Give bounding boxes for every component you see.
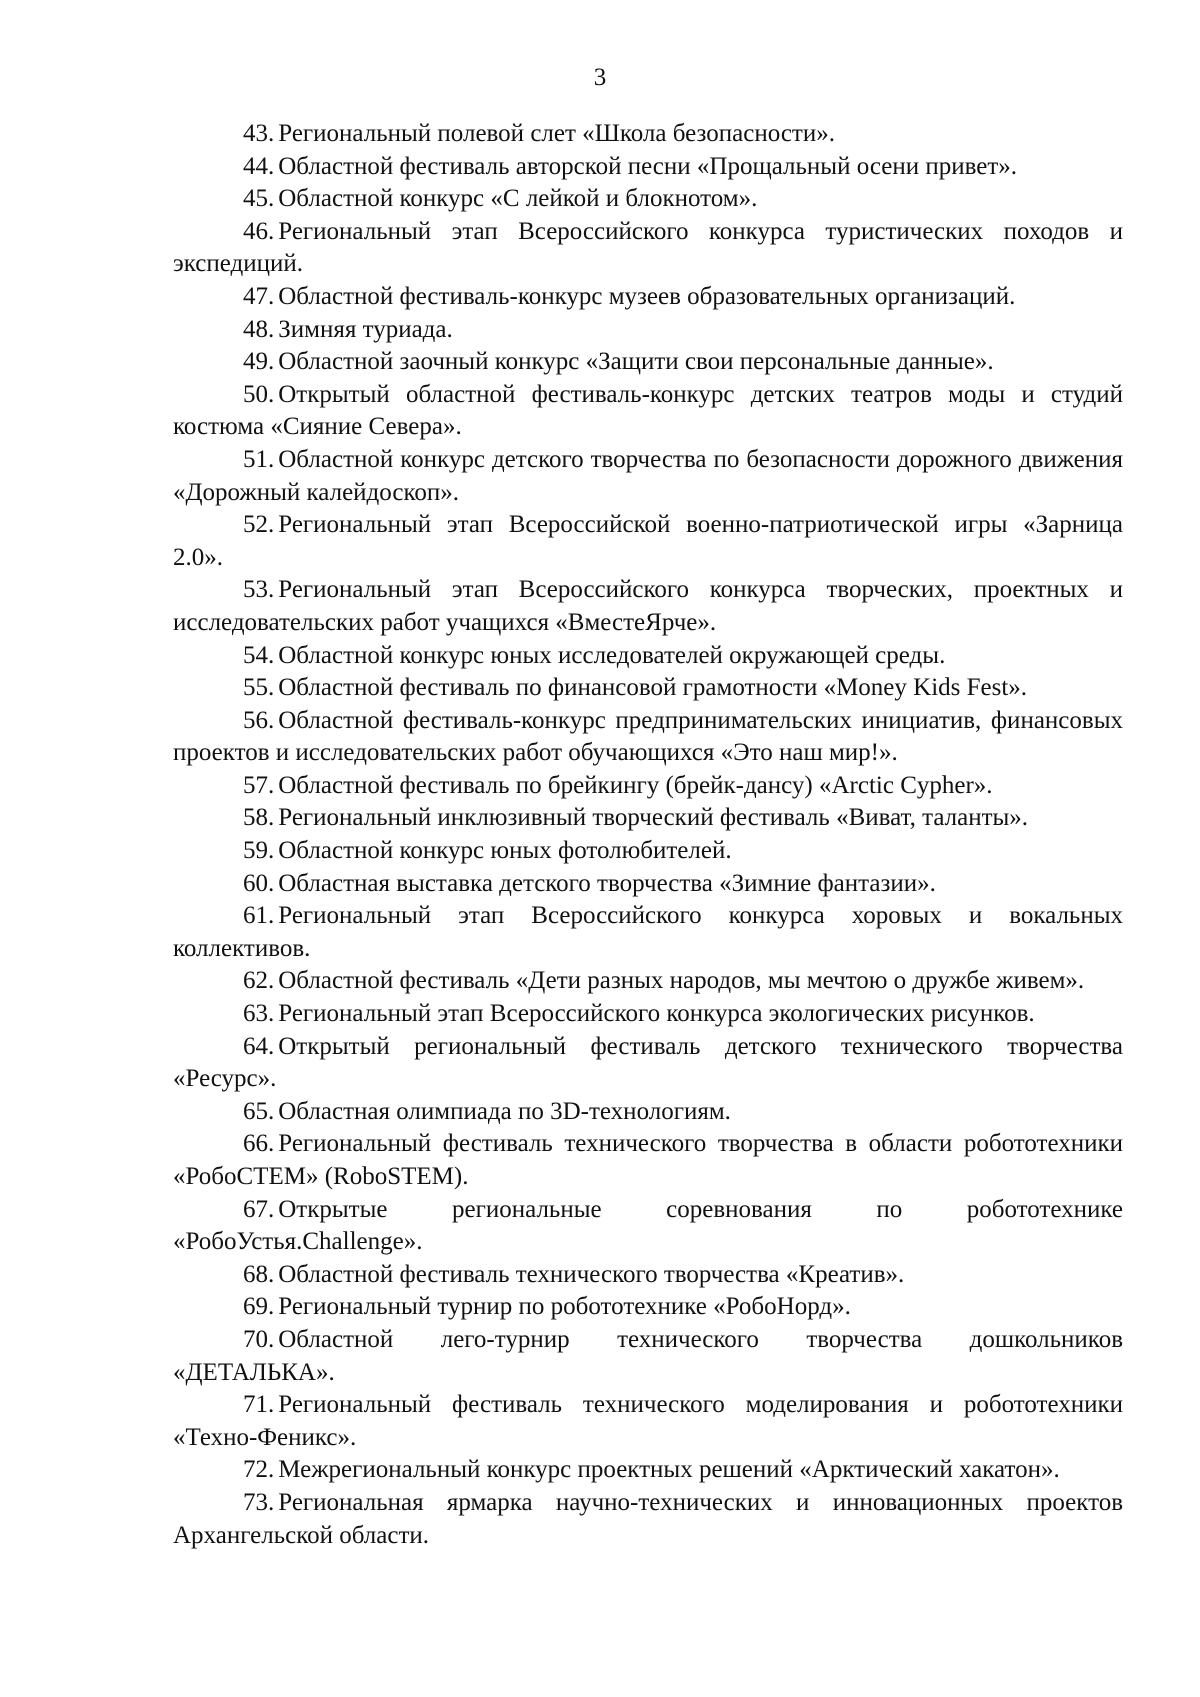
list-item xyxy=(173,1291,1123,1324)
item-text: Открытый областной фестиваль-конкурс детских театров моды и студий костюма «Сияние Севера». xyxy=(173,380,1123,441)
item-number: 64. xyxy=(243,1032,275,1060)
item-text: Областной фестиваль-конкурс предпринимательских инициатив, финансовых проектов и исследовательских работ обучающихся «Это наш мир!». xyxy=(173,706,1123,767)
item-text: Областной лего-турнир технического творчества дошкольников «ДЕТАЛЬКА». xyxy=(173,1325,1123,1386)
item-number: 51. xyxy=(243,445,275,473)
list-item xyxy=(173,216,1123,281)
item-text: Областной фестиваль-конкурс музеев образовательных организаций. xyxy=(278,282,1016,310)
item-number: 43. xyxy=(243,120,275,147)
item-number: 70. xyxy=(243,1325,275,1353)
list-item xyxy=(173,118,1123,151)
list-item xyxy=(173,1389,1123,1454)
item-text: Областной конкурс юных исследователей окружающей среды. xyxy=(278,641,946,669)
item-text: Областной фестиваль «Дети разных народов, мы мечтою о дружбе живем». xyxy=(278,967,1085,995)
item-text: Областной конкурс юных фотолюбителей. xyxy=(278,837,732,865)
list-item xyxy=(173,900,1123,965)
item-number: 72. xyxy=(243,1456,275,1484)
item-text: Областной фестиваль авторской песни «Прощальный осени привет». xyxy=(278,152,1018,180)
item-text: Региональный этап Всероссийского конкурса туристических походов и экспедиций. xyxy=(173,217,1123,278)
list-item xyxy=(173,868,1123,901)
item-number: 50. xyxy=(243,380,275,408)
item-text: Региональный этап Всероссийской военно-патриотической игры «Зарница 2.0». xyxy=(173,511,1123,571)
list-item xyxy=(173,1324,1123,1389)
item-number: 46. xyxy=(243,217,275,245)
item-number: 48. xyxy=(243,315,275,343)
item-number: 49. xyxy=(243,348,275,376)
list-item xyxy=(173,574,1123,639)
item-number: 61. xyxy=(243,902,275,930)
item-text: Открытый региональный фестиваль детского технического творчества «Ресурс». xyxy=(173,1032,1123,1093)
list-item xyxy=(173,1031,1123,1096)
item-text: Зимняя туриада. xyxy=(278,315,453,343)
item-number: 66. xyxy=(243,1130,275,1158)
item-number: 67. xyxy=(243,1195,275,1223)
list-item xyxy=(173,965,1123,998)
list-item xyxy=(173,672,1123,705)
item-number: 45. xyxy=(243,185,275,213)
item-text: Областной конкурс «С лейкой и блокнотом». xyxy=(278,185,758,213)
item-number: 73. xyxy=(243,1488,275,1516)
item-text: Региональный этап Всероссийского конкурса экологических рисунков. xyxy=(278,1000,1035,1028)
list-item xyxy=(173,705,1123,770)
item-number: 47. xyxy=(243,282,275,310)
item-number: 63. xyxy=(243,1000,275,1028)
list-item xyxy=(173,151,1123,184)
item-text: Межрегиональный конкурс проектных решений «Арктический хакатон». xyxy=(278,1456,1060,1484)
list-item xyxy=(173,183,1123,216)
list-item xyxy=(173,835,1123,868)
list-item xyxy=(173,314,1123,347)
item-text: Региональный этап Всероссийского конкурса хоровых и вокальных коллективов. xyxy=(173,902,1123,962)
item-text: Региональный этап Всероссийского конкурса творческих, проектных и исследовательских работ учащихся «ВместеЯрче». xyxy=(173,576,1123,636)
item-text: Региональный полевой слет «Школа безопасности». xyxy=(278,120,835,147)
item-number: 53. xyxy=(243,576,275,604)
item-number: 71. xyxy=(243,1391,275,1419)
item-number: 58. xyxy=(243,804,275,832)
item-text: Областной заочный конкурс «Защити свои персональные данные». xyxy=(278,348,994,376)
list-item xyxy=(173,1096,1123,1129)
item-text: Региональная ярмарка научно-технических и инновационных проектов Архангельской области. xyxy=(173,1488,1123,1549)
list-item xyxy=(173,998,1123,1031)
list-item xyxy=(173,1487,1123,1552)
item-text: Областная олимпиада по 3D-технологиям. xyxy=(278,1097,731,1125)
item-text: Региональный турнир по робототехнике «РобоНорд». xyxy=(278,1293,851,1321)
item-text: Региональный инклюзивный творческий фестиваль «Виват, таланты». xyxy=(278,804,1029,832)
list-item xyxy=(173,379,1123,444)
item-number: 62. xyxy=(243,967,275,995)
list-item xyxy=(173,1128,1123,1193)
item-number: 65. xyxy=(243,1097,275,1125)
item-text: Открытые региональные соревнования по робототехнике «РобоУстья.Challenge». xyxy=(173,1195,1123,1256)
item-number: 52. xyxy=(243,511,275,539)
list-item xyxy=(173,640,1123,673)
list-item xyxy=(173,509,1123,574)
list-item xyxy=(173,1194,1123,1259)
list-item xyxy=(173,802,1123,835)
item-number: 60. xyxy=(243,869,275,897)
item-text: Областная выставка детского творчества «Зимние фантазии». xyxy=(278,869,936,897)
item-number: 44. xyxy=(243,152,275,180)
item-text: Областной фестиваль по брейкингу (брейк-дансу) «Arctic Cypher». xyxy=(278,771,993,799)
list-item xyxy=(173,444,1123,509)
item-number: 59. xyxy=(243,837,275,865)
item-number: 56. xyxy=(243,706,275,734)
list-item xyxy=(173,770,1123,803)
item-text: Областной фестиваль технического творчества «Креатив». xyxy=(278,1260,905,1288)
list-item xyxy=(173,1454,1123,1487)
item-text: Областной конкурс детского творчества по безопасности дорожного движения «Дорожный калейдоскоп». xyxy=(173,445,1123,506)
page-number: 3 xyxy=(593,64,607,91)
item-number: 68. xyxy=(243,1260,275,1288)
list-item xyxy=(173,281,1123,314)
item-text: Региональный фестиваль технического моделирования и робототехники «Техно-Феникс». xyxy=(173,1391,1123,1451)
item-number: 55. xyxy=(243,674,275,702)
list-item xyxy=(173,346,1123,379)
item-number: 54. xyxy=(243,641,275,669)
item-number: 57. xyxy=(243,771,275,799)
event-list xyxy=(173,118,1123,1552)
item-text: Региональный фестиваль технического творчества в области робототехники «РобоСТЕМ» (RoboSTEM). xyxy=(173,1130,1123,1190)
item-text: Областной фестиваль по финансовой грамотности «Money Kids Fest». xyxy=(278,674,1028,702)
list-item xyxy=(173,1259,1123,1292)
item-number: 69. xyxy=(243,1293,275,1321)
